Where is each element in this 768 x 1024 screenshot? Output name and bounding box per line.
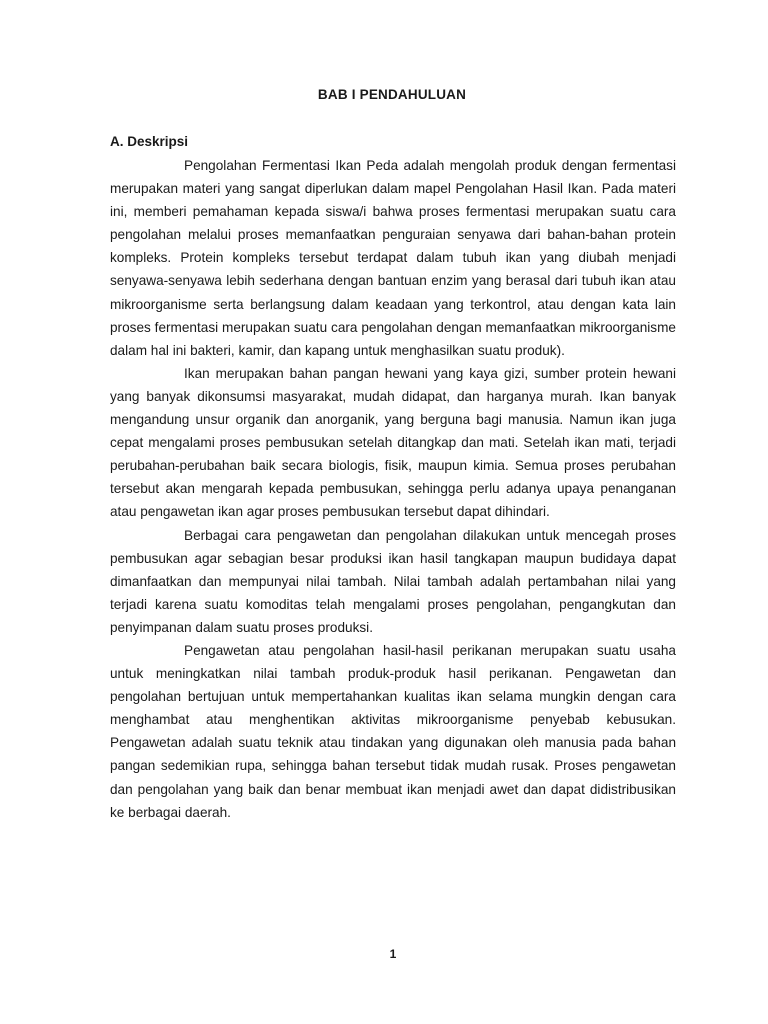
paragraph: Berbagai cara pengawetan dan pengolahan dilakukan untuk mencegah proses pembusukan agar sebagian besar produksi ikan hasil tangkapan maupun budidaya dapat dimanfaatkan dan mempunyai nilai tambah. Nilai tambah adalah pertambahan nilai yang terjadi karena suatu komoditas telah mengalami proses pengolahan, pengangkutan dan penyimpanan dalam suatu proses produksi. [110, 527, 676, 635]
body-text [110, 154, 676, 824]
paragraph: Pengolahan Fermentasi Ikan Peda adalah mengolah produk dengan fermentasi merupakan materi yang sangat diperlukan dalam mapel Pengolahan Hasil Ikan. Pada materi ini, memberi pemahaman kepada siswa/i bahwa proses fermentasi merupakan suatu cara pengolahan melalui proses memanfaatkan penguraian senyawa dari bahan-bahan protein kompleks. Protein kompleks tersebut terdapat dalam tubuh ikan yang diubah menjadi senyawa-senyawa lebih sederhana dengan bantuan enzim yang berasal dari tubuh ikan atau mikroorganisme serta berlangsung dalam keadaan yang terkontrol, atau dengan kata lain proses fermentasi merupakan suatu cara pengolahan dengan memanfaatkan mikroorganisme dalam hal ini bakteri, kamir, dan kapang untuk menghasilkan suatu produk). [110, 158, 676, 358]
paragraph: Pengawetan atau pengolahan hasil-hasil perikanan merupakan suatu usaha untuk meningkatkan nilai tambah produk-produk hasil perikanan. Pengawetan dan pengolahan bertujuan untuk mempertahankan kualitas ikan selama mungkin dengan cara menghambat atau menghentikan aktivitas mikroorganisme penyebab kebusukan. Pengawetan adalah suatu teknik atau tindakan yang digunakan oleh manusia pada bahan pangan sedemikian rupa, sehingga bahan tersebut tidak mudah rusak. Proses pengawetan dan pengolahan yang baik dan benar membuat ikan menjadi awet dan dapat didistribusikan ke berbagai daerah. [110, 642, 676, 820]
chapter-title: BAB I PENDAHULUAN [317, 87, 467, 102]
section-heading: A. Deskripsi [110, 134, 189, 149]
page-number: 1 [389, 947, 397, 961]
paragraph: Ikan merupakan bahan pangan hewani yang kaya gizi, sumber protein hewani yang banyak dikonsumsi masyarakat, mudah didapat, dan harganya murah. Ikan banyak mengandung unsur organik dan anorganik, yang berguna bagi manusia. Namun ikan juga cepat mengalami proses pembusukan setelah ditangkap dan mati. Setelah ikan mati, terjadi perubahan-perubahan baik secara biologis, fisik, maupun kimia. Semua proses perubahan tersebut akan mengarah kepada pembusukan, sehingga perlu adanya upaya penanganan atau pengawetan ikan agar proses pembusukan tersebut dapat dihindari. [110, 365, 676, 520]
